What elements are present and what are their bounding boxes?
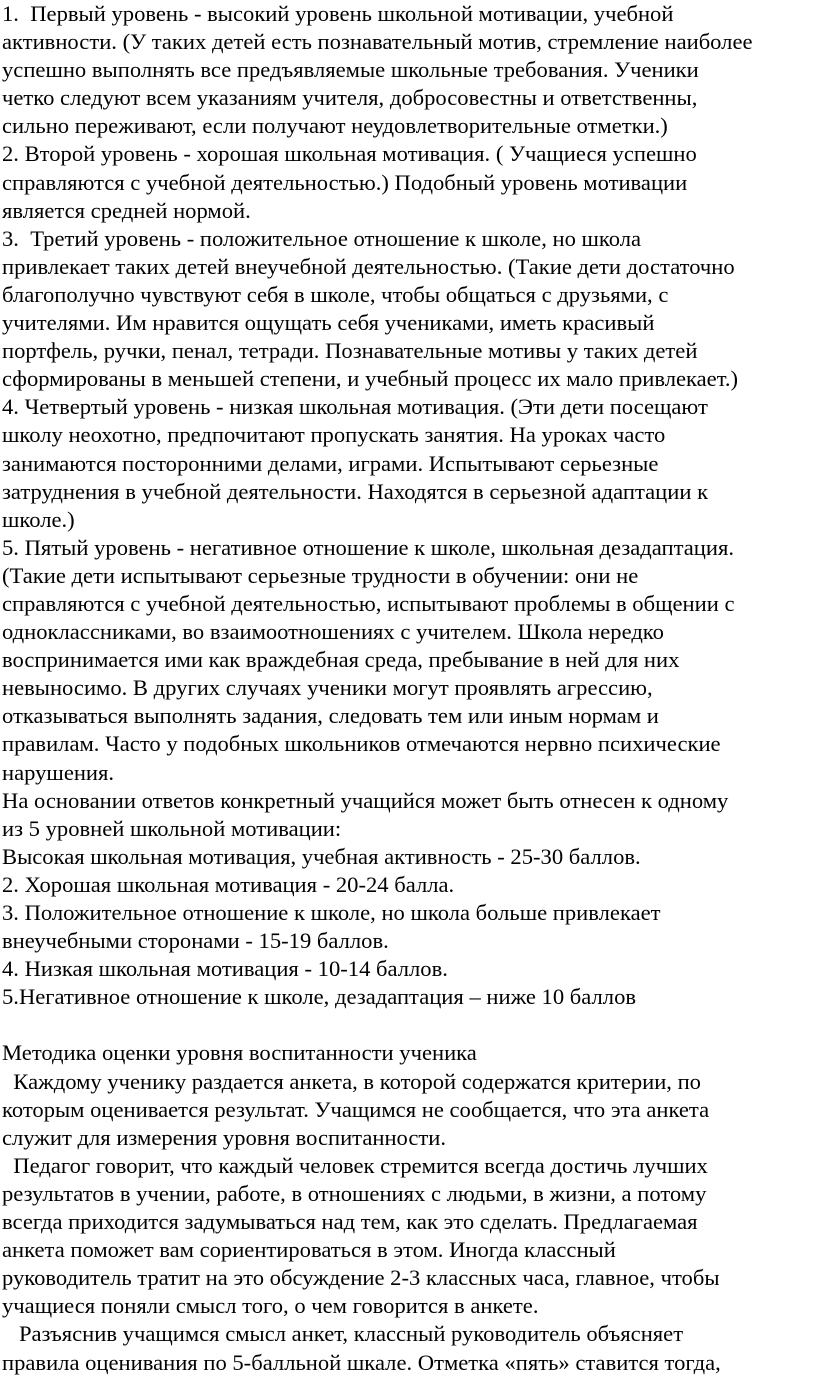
text-line: правила оценивания по 5-балльной шкале. Отметка «пять» ставится тогда, bbox=[2, 1349, 721, 1375]
text-line: справляются с учебной деятельностью, испытывают проблемы в общении с bbox=[2, 590, 735, 616]
text-line: учителями. Им нравится ощущать себя учениками, иметь красивый bbox=[2, 310, 655, 336]
text-line: благополучно чувствуют себя в школе, чтобы общаться с друзьями, с bbox=[2, 281, 669, 307]
text-line: служит для измерения уровня воспитанности. bbox=[2, 1124, 447, 1150]
text-line: всегда приходится задумываться над тем, как это сделать. Предлагаемая bbox=[2, 1209, 698, 1235]
text-line: Педагог говорит, что каждый человек стремится всегда достичь лучших bbox=[2, 1152, 708, 1178]
text-line: портфель, ручки, пенал, тетради. Познавательные мотивы у таких детей bbox=[2, 338, 698, 364]
text-line: Разъяснив учащимся смысл анкет, классный руководитель объясняет bbox=[2, 1321, 684, 1347]
text-line: результатов в учении, работе, в отношениях с людьми, в жизни, а потому bbox=[2, 1180, 707, 1206]
text-line: 4. Четвертый уровень - низкая школьная мотивация. (Эти дети посещают bbox=[2, 394, 708, 420]
text-line: 3. Третий уровень - положительное отношение к школе, но школа bbox=[2, 225, 642, 251]
text-line: активности. (У таких детей есть познавательный мотив, стремление наиболее bbox=[2, 29, 753, 55]
text-line: На основании ответов конкретный учащийся может быть отнесен к одному bbox=[2, 787, 729, 813]
text-line: занимаются посторонними делами, играми. Испытывают серьезные bbox=[2, 450, 659, 476]
document-page bbox=[2, 0, 814, 1377]
text-line: одноклассниками, во взаимоотношениях с учителем. Школа нередко bbox=[2, 619, 664, 645]
text-line: внеучебными сторонами - 15-19 баллов. bbox=[2, 928, 389, 954]
text-line: анкета поможет вам сориентироваться в этом. Иногда классный bbox=[2, 1237, 616, 1263]
text-line: школе.) bbox=[2, 506, 75, 532]
text-line: 3. Положительное отношение к школе, но школа больше привлекает bbox=[2, 900, 661, 925]
text-line: сформированы в меньшей степени, и учебный процесс их мало привлекает.) bbox=[2, 366, 739, 392]
blank-line bbox=[2, 1011, 814, 1039]
text-line: 5. Пятый уровень - негативное отношение к школе, школьная дезадаптация. bbox=[2, 534, 735, 560]
text-line: 1. Первый уровень - высокий уровень школьной мотивации, учебной bbox=[2, 1, 674, 26]
text-line: невыносимо. В других случаях ученики могут проявлять агрессию, bbox=[2, 675, 653, 701]
text-line: правилам. Часто у подобных школьников отмечаются нервно психические bbox=[2, 731, 721, 757]
text-line: 5.Негативное отношение к школе, дезадаптация – ниже 10 баллов bbox=[2, 984, 637, 1010]
text-line: из 5 уровней школьной мотивации: bbox=[2, 815, 342, 841]
text-line: затруднения в учебной деятельности. Находятся в серьезной адаптации к bbox=[2, 478, 709, 504]
text-line: привлекает таких детей внеучебной деятельностью. (Такие дети достаточно bbox=[2, 253, 735, 279]
text-line: является средней нормой. bbox=[2, 197, 251, 223]
text-line: (Такие дети испытывают серьезные трудности в обучении: они не bbox=[2, 562, 639, 588]
text-line: справляются с учебной деятельностью.) Подобный уровень мотивации bbox=[2, 169, 688, 195]
text-line: отказываться выполнять задания, следовать тем или иным нормам и bbox=[2, 703, 659, 729]
text-line: которым оценивается результат. Учащимся не сообщается, что эта анкета bbox=[2, 1096, 710, 1122]
text-line: четко следуют всем указаниям учителя, добросовестны и ответственны, bbox=[2, 85, 698, 111]
text-line: руководитель тратит на это обсуждение 2-3 классных часа, главное, чтобы bbox=[2, 1265, 720, 1291]
text-line: 2. Хорошая школьная мотивация - 20-24 балла. bbox=[2, 871, 455, 897]
text-line: школу неохотно, предпочитают пропускать занятия. На уроках часто bbox=[2, 422, 666, 448]
text-line: 4. Низкая школьная мотивация - 10-14 баллов. bbox=[2, 956, 448, 982]
text-line: воспринимается ими как враждебная среда, пребывание в ней для них bbox=[2, 647, 680, 673]
text-line: Высокая школьная мотивация, учебная активность - 25-30 баллов. bbox=[2, 843, 641, 869]
text-line: 2. Второй уровень - хорошая школьная мотивация. ( Учащиеся успешно bbox=[2, 141, 697, 167]
text-line: Каждому ученику раздается анкета, в которой содержатся критерии, по bbox=[2, 1068, 701, 1094]
text-line: учащиеся поняли смысл того, о чем говорится в анкете. bbox=[2, 1293, 539, 1319]
text-line: сильно переживают, если получают неудовлетворительные отметки.) bbox=[2, 113, 668, 139]
text-line: Методика оценки уровня воспитанности ученика bbox=[2, 1040, 477, 1066]
text-line: нарушения. bbox=[2, 759, 115, 785]
text-line: успешно выполнять все предъявляемые школьные требования. Ученики bbox=[2, 57, 699, 83]
